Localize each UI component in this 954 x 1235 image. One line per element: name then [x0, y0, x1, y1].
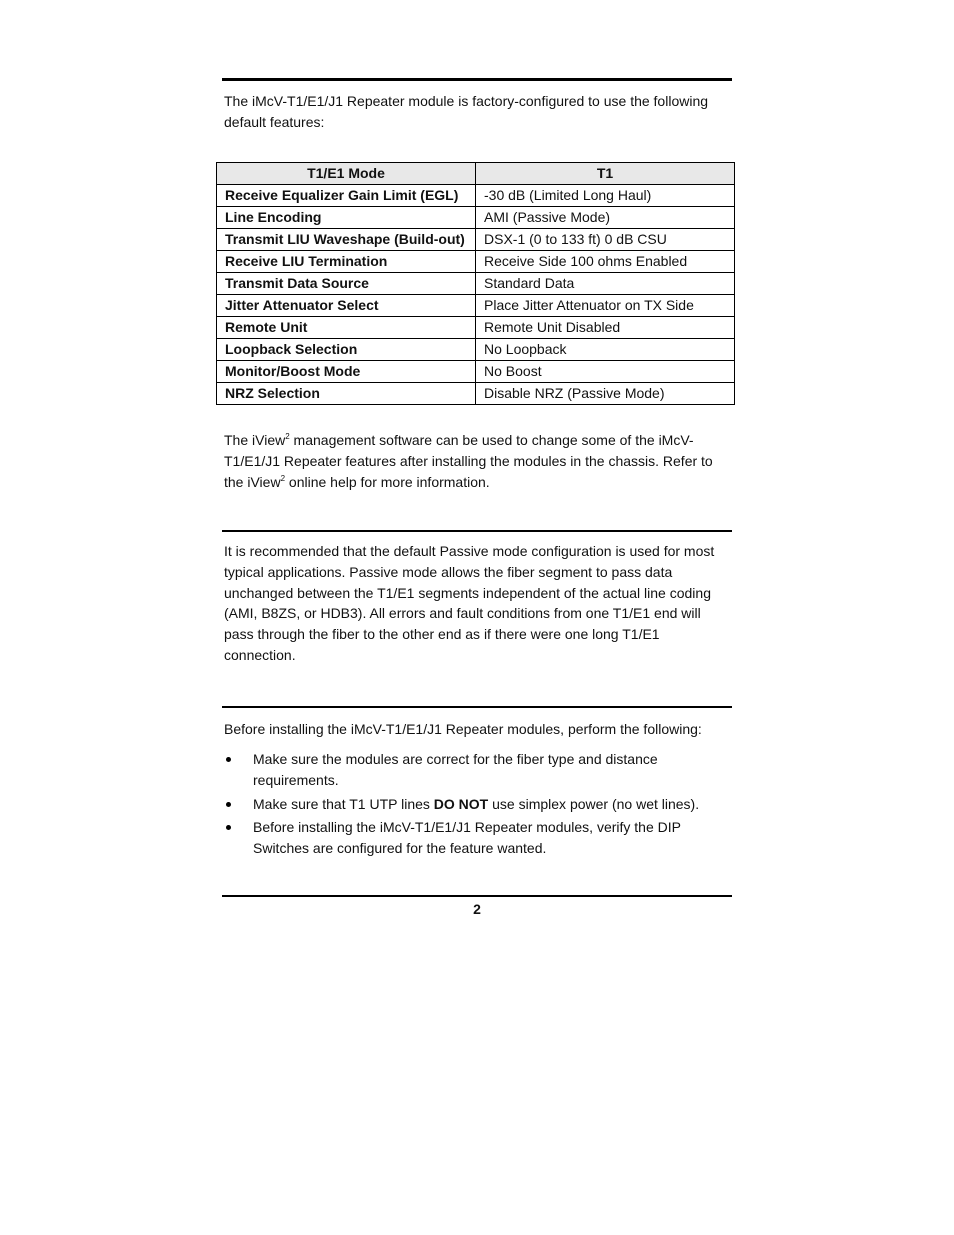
passive-mode-paragraph: It is recommended that the default Passive mode configuration is used for most typical applications. Passive mode allows the fiber segment to pass data unchanged between the T1/E1 segments independent of the actual line coding (AMI, B8ZS, or HDB3). All errors and fault conditions from one T1/E1 end will pass through the fiber to the other end as if there were one long T1/E1 connection. [224, 543, 715, 663]
table-row [217, 339, 735, 361]
table-row [217, 383, 735, 405]
value-cell: No Boost [476, 361, 735, 383]
default-features-table [216, 162, 735, 405]
section-rule-top [222, 78, 732, 81]
list-item [224, 817, 732, 859]
list-item-text: Make sure that T1 UTP lines [253, 795, 434, 812]
value-cell: Remote Unit Disabled [476, 317, 735, 339]
list-item-text: use simplex power (no wet lines). [488, 795, 700, 812]
section-rule-passive [222, 530, 732, 532]
value-cell: No Loopback [476, 339, 735, 361]
feature-cell: Monitor/Boost Mode [217, 361, 476, 383]
superscript: 2 [280, 473, 286, 483]
feature-cell: Receive Equalizer Gain Limit (EGL) [217, 185, 476, 207]
table-row [217, 185, 735, 207]
install-checklist [224, 749, 732, 862]
table-row [217, 361, 735, 383]
feature-cell: Receive LIU Termination [217, 251, 476, 273]
feature-cell: Transmit Data Source [217, 273, 476, 295]
value-cell: Disable NRZ (Passive Mode) [476, 383, 735, 405]
table-row [217, 317, 735, 339]
value-cell: Standard Data [476, 273, 735, 295]
table-row [217, 295, 735, 317]
feature-cell: Remote Unit [217, 317, 476, 339]
footer-rule [222, 895, 732, 897]
list-item-text: Before installing the iMcV-T1/E1/J1 Repeater modules, verify the DIP Switches are configured for the feature wanted. [253, 819, 681, 857]
list-item-text: Make sure the modules are correct for the fiber type and distance requirements. [253, 751, 658, 788]
install-intro-paragraph: Before installing the iMcV-T1/E1/J1 Repeater modules, perform the following: [224, 721, 702, 737]
iview-note-text: management software can be used to change some of the iMcV-T1/E1/J1 Repeater features after installing the modules in the chassis. Refer to the iView [224, 432, 713, 490]
feature-cell: Loopback Selection [217, 339, 476, 361]
table-header-row [217, 163, 735, 185]
table-row [217, 251, 735, 273]
feature-cell: Line Encoding [217, 207, 476, 229]
page-number: 2 [473, 901, 481, 917]
section-rule-install [222, 706, 732, 708]
list-item [224, 749, 732, 791]
value-cell: -30 dB (Limited Long Haul) [476, 185, 735, 207]
header-t1: T1 [476, 163, 735, 185]
feature-cell: Jitter Attenuator Select [217, 295, 476, 317]
value-cell: AMI (Passive Mode) [476, 207, 735, 229]
feature-cell: Transmit LIU Waveshape (Build-out) [217, 229, 476, 251]
table-row [217, 229, 735, 251]
superscript: 2 [285, 432, 290, 441]
iview-note-text: The iView [224, 432, 286, 448]
value-cell: DSX-1 (0 to 133 ft) 0 dB CSU [476, 229, 735, 251]
header-mode: T1/E1 Mode [217, 163, 476, 185]
table-row [217, 207, 735, 229]
value-cell: Receive Side 100 ohms Enabled [476, 251, 735, 273]
value-cell: Place Jitter Attenuator on TX Side [476, 295, 735, 317]
emphasis-text: DO NOT [433, 795, 489, 812]
feature-cell: NRZ Selection [217, 383, 476, 405]
intro-paragraph: The iMcV-T1/E1/J1 Repeater module is factory-configured to use the following default features: [224, 93, 709, 130]
table-row [217, 273, 735, 295]
list-item [224, 794, 732, 815]
iview-note-text: online help for more information. [285, 473, 490, 490]
iview-note-paragraph [224, 430, 732, 492]
